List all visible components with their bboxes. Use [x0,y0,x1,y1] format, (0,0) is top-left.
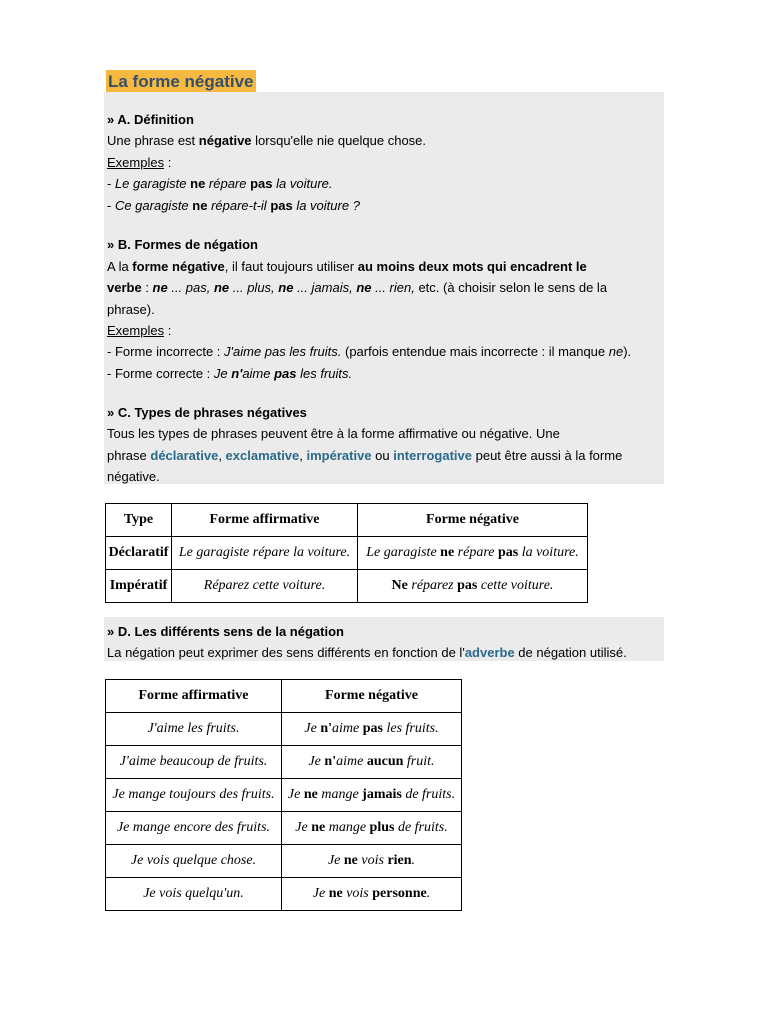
negative-cell: Je ne mange jamais de fruits. [282,779,462,812]
table-row [106,845,462,878]
section-b-line-1: A la forme négative, il faut toujours utiliser au moins deux mots qui encadrent le [107,259,587,274]
link-declarative[interactable]: déclarative [150,448,219,463]
section-a-definition: Une phrase est négative lorsqu'elle nie quelque chose. [107,133,427,148]
table-row [106,570,588,603]
section-b-example-2: - Forme correcte : Je n'aime pas les fruits. [107,366,353,381]
negation-meanings-table [105,679,462,911]
table-row [106,537,588,570]
affirmative-cell: Le garagiste répare la voiture. [172,537,358,570]
link-interrogative[interactable]: interrogative [393,448,472,463]
section-c-line-1: Tous les types de phrases peuvent être à la forme affirmative ou négative. Une [107,426,560,441]
negative-cell: Je ne mange plus de fruits. [282,812,462,845]
affirmative-cell: Je vois quelque chose. [106,845,282,878]
negative-cell: Je n'aime pas les fruits. [282,713,462,746]
title-wrap [106,70,256,94]
table-row [106,878,462,911]
negative-cell: Je ne vois rien. [282,845,462,878]
affirmative-cell: Réparez cette voiture. [172,570,358,603]
section-a-heading: » A. Définition [107,112,194,127]
affirmative-cell: Je mange toujours des fruits. [106,779,282,812]
section-b-example-1: - Forme incorrecte : J'aime pas les fruits. (parfois entendue mais incorrecte : il manque ne). [107,344,632,359]
section-b-line-3: phrase). [107,302,155,317]
table-header-cell: Type [106,504,172,537]
affirmative-cell: Je mange encore des fruits. [106,812,282,845]
table-header-cell: Forme négative [282,680,462,713]
section-d-line-1: La négation peut exprimer des sens différents en fonction de l'adverbe de négation utilisé. [107,645,627,660]
link-adverbe[interactable]: adverbe [464,645,515,660]
affirmative-cell: J'aime beaucoup de fruits. [106,746,282,779]
sentence-types-table [105,503,588,603]
table-header-cell: Forme négative [358,504,588,537]
section-a-examples-label: Exemples : [107,155,172,170]
table-header-row [106,504,588,537]
type-cell: Déclaratif [106,537,172,570]
negative-cell: Le garagiste ne répare pas la voiture. [358,537,588,570]
table-row [106,779,462,812]
section-b-heading: » B. Formes de négation [107,237,258,252]
section-a-example-2: - Ce garagiste ne répare-t-il pas la voiture ? [107,198,360,213]
table-row [106,746,462,779]
section-b-line-2: verbe : ne ... pas, ne ... plus, ne ... jamais, ne ... rien, etc. (à choisir selon le sens de la [107,280,608,295]
section-c-line-3: négative. [107,469,160,484]
section-b-examples-label: Exemples : [107,323,172,338]
page-title: La forme négative [106,70,256,94]
link-imperative[interactable]: impérative [306,448,372,463]
negative-cell: Ne réparez pas cette voiture. [358,570,588,603]
affirmative-cell: J'aime les fruits. [106,713,282,746]
affirmative-cell: Je vois quelqu'un. [106,878,282,911]
table-header-cell: Forme affirmative [172,504,358,537]
table-header-cell: Forme affirmative [106,680,282,713]
section-c-heading: » C. Types de phrases négatives [107,405,307,420]
table-row [106,713,462,746]
negative-cell: Je ne vois personne. [282,878,462,911]
section-d-heading: » D. Les différents sens de la négation [107,624,344,639]
link-exclamative[interactable]: exclamative [225,448,300,463]
negative-cell: Je n'aime aucun fruit. [282,746,462,779]
section-a-example-1: - Le garagiste ne répare pas la voiture. [107,176,333,191]
section-c-line-2: phrase déclarative, exclamative, impérative ou interrogative peut être aussi à la forme [107,448,623,463]
table-row [106,812,462,845]
table-header-row [106,680,462,713]
type-cell: Impératif [106,570,172,603]
